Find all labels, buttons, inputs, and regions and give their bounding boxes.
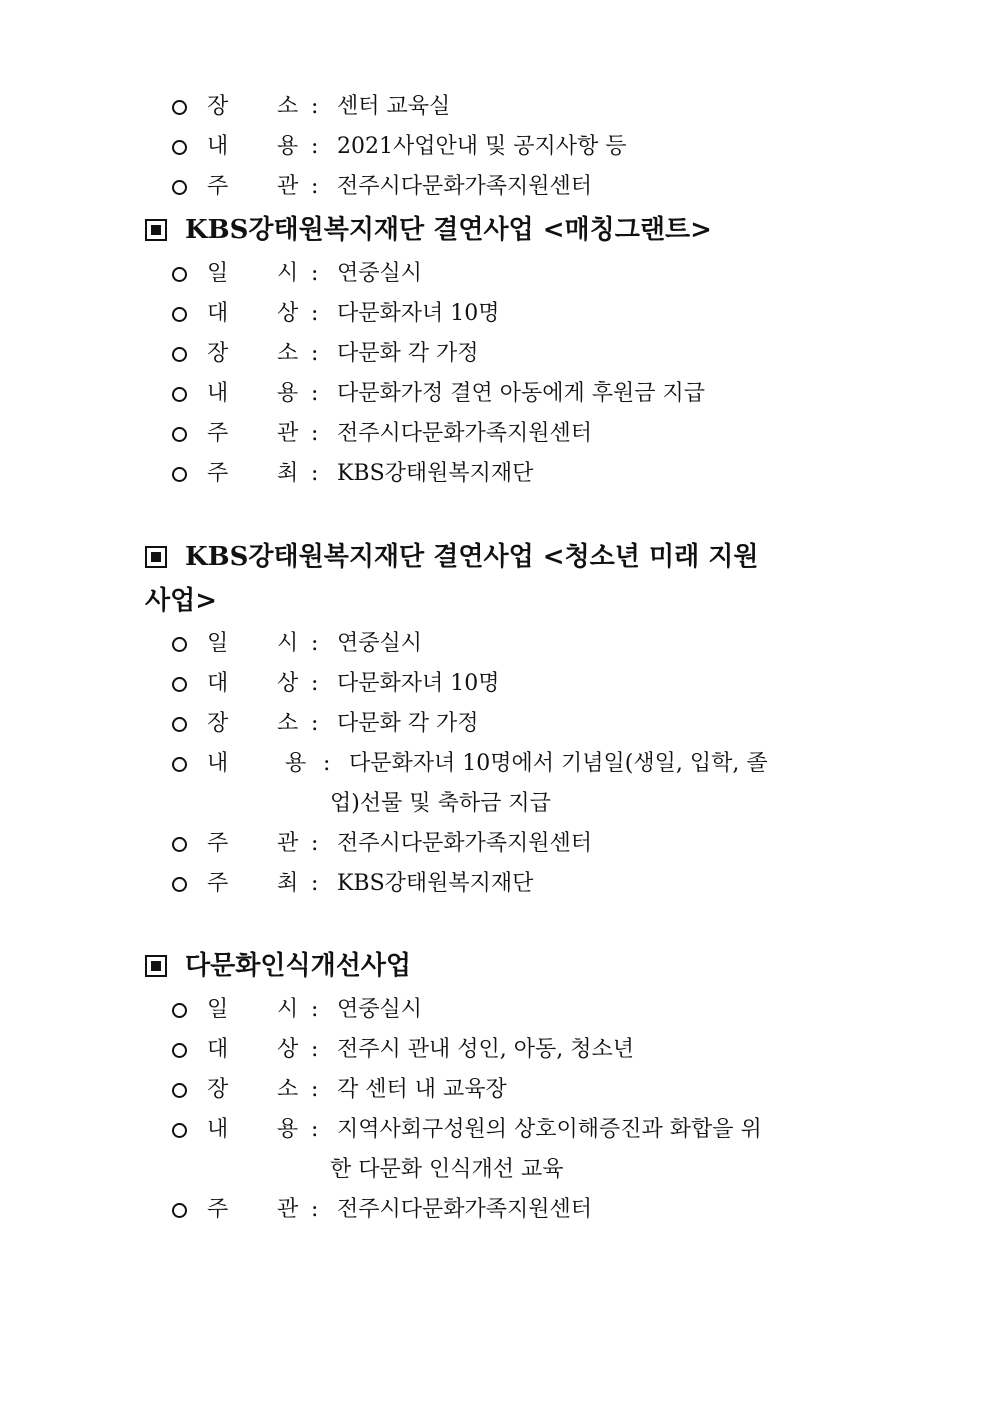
- circle-bullet-icon: [172, 877, 187, 892]
- circle-bullet-icon: [172, 1003, 187, 1018]
- list-item: [172, 1190, 862, 1230]
- item-colon: :: [311, 94, 319, 119]
- item-colon: :: [311, 1197, 319, 1222]
- section-heading: [145, 537, 855, 577]
- item-label-second: 관: [277, 174, 299, 199]
- list-item: [172, 87, 862, 127]
- item-label-second: 최: [277, 871, 299, 896]
- item-label-first: 주: [207, 461, 229, 486]
- section-title-word: 미래: [648, 542, 700, 572]
- item-label-first: 장: [207, 1077, 229, 1102]
- item-label-second: 상: [277, 301, 299, 326]
- circle-bullet-icon: [172, 1083, 187, 1098]
- circle-bullet-icon: [172, 427, 187, 442]
- section-heading: [145, 946, 855, 986]
- section-title-word: <청소년: [542, 542, 640, 572]
- item-label-second: 상: [277, 1037, 299, 1062]
- circle-bullet-icon: [172, 387, 187, 402]
- item-colon: :: [311, 871, 319, 896]
- section-title-line1: [185, 537, 845, 577]
- item-colon: :: [311, 134, 319, 159]
- item-content: 다문화자녀 10명: [337, 301, 500, 326]
- filled-square-bullet-icon: [145, 219, 167, 241]
- item-colon: :: [311, 174, 319, 199]
- list-item: [172, 864, 862, 904]
- section-heading: [145, 210, 855, 250]
- item-colon: :: [311, 261, 319, 286]
- circle-bullet-icon: [172, 1123, 187, 1138]
- list-item: [172, 127, 862, 167]
- item-content: 연중실시: [337, 261, 423, 286]
- item-colon: :: [311, 631, 319, 656]
- item-label-first: 주: [207, 831, 229, 856]
- item-colon: :: [311, 381, 319, 406]
- list-item: [172, 704, 862, 744]
- item-label-first: 대: [207, 671, 229, 696]
- filled-square-bullet-icon: [145, 546, 167, 568]
- item-content: 전주시 관내 성인, 아동, 청소년: [337, 1037, 634, 1062]
- item-label-second: 용: [285, 751, 307, 776]
- section-title-word: KBS강태원복지재단: [185, 542, 425, 572]
- item-content: KBS강태원복지재단: [337, 871, 534, 896]
- section-title-line2: 사업>: [145, 586, 218, 616]
- list-item: [172, 624, 862, 664]
- item-label-second: 소: [277, 711, 299, 736]
- item-content: 지역사회구성원의 상호이해증진과 화합을 위: [337, 1117, 762, 1142]
- item-label-second: 소: [277, 341, 299, 366]
- circle-bullet-icon: [172, 1203, 187, 1218]
- item-content: 전주시다문화가족지원센터: [337, 1197, 593, 1222]
- item-colon: :: [311, 421, 319, 446]
- list-item: [172, 334, 862, 374]
- item-content: 각 센터 내 교육장: [337, 1077, 507, 1102]
- item-label-first: 주: [207, 421, 229, 446]
- item-content: 센터 교육실: [337, 94, 451, 119]
- circle-bullet-icon: [172, 467, 187, 482]
- item-label-second: 관: [277, 1197, 299, 1222]
- list-item: [172, 664, 862, 704]
- circle-bullet-icon: [172, 1043, 187, 1058]
- list-item: [172, 1070, 862, 1110]
- item-label-first: 내: [207, 1117, 229, 1142]
- item-label-second: 용: [277, 134, 299, 159]
- circle-bullet-icon: [172, 180, 187, 195]
- item-content: 전주시다문화가족지원센터: [337, 831, 593, 856]
- item-content-continued: 한 다문화 인식개선 교육: [330, 1157, 564, 1182]
- circle-bullet-icon: [172, 677, 187, 692]
- item-colon: :: [311, 1037, 319, 1062]
- item-label-second: 관: [277, 831, 299, 856]
- item-content: 다문화자녀 10명에서 기념일(생일, 입학, 졸: [349, 751, 768, 776]
- item-content: 전주시다문화가족지원센터: [337, 421, 593, 446]
- item-content: 연중실시: [337, 997, 423, 1022]
- item-label-first: 장: [207, 341, 229, 366]
- item-label-first: 일: [207, 997, 229, 1022]
- item-content: 다문화 각 가정: [337, 711, 479, 736]
- list-item: [172, 414, 862, 454]
- circle-bullet-icon: [172, 347, 187, 362]
- item-content: 다문화 각 가정: [337, 341, 479, 366]
- filled-square-bullet-icon: [145, 955, 167, 977]
- list-item: [172, 374, 862, 414]
- item-label-first: 대: [207, 301, 229, 326]
- item-label-first: 장: [207, 94, 229, 119]
- item-label-second: 용: [277, 381, 299, 406]
- circle-bullet-icon: [172, 717, 187, 732]
- item-label-first: 주: [207, 1197, 229, 1222]
- item-label-second: 관: [277, 421, 299, 446]
- item-label-first: 일: [207, 631, 229, 656]
- list-item: [172, 254, 862, 294]
- circle-bullet-icon: [172, 100, 187, 115]
- item-colon: :: [311, 1077, 319, 1102]
- list-item: [172, 454, 862, 494]
- item-label-second: 상: [277, 671, 299, 696]
- item-label-second: 시: [277, 997, 299, 1022]
- item-content: 2021사업안내 및 공지사항 등: [337, 134, 627, 159]
- item-label-second: 시: [277, 261, 299, 286]
- item-colon: :: [311, 461, 319, 486]
- circle-bullet-icon: [172, 757, 187, 772]
- item-label-first: 일: [207, 261, 229, 286]
- item-content: 전주시다문화가족지원센터: [337, 174, 593, 199]
- item-colon: :: [311, 341, 319, 366]
- item-label-first: 주: [207, 174, 229, 199]
- item-content-continued: 업)선물 및 축하금 지급: [330, 791, 551, 816]
- item-content: KBS강태원복지재단: [337, 461, 534, 486]
- section-title: KBS강태원복지재단 결연사업 <매칭그랜트>: [185, 215, 712, 245]
- item-content: 연중실시: [337, 631, 423, 656]
- circle-bullet-icon: [172, 637, 187, 652]
- item-label-first: 내: [207, 134, 229, 159]
- item-colon: :: [311, 831, 319, 856]
- item-label-first: 장: [207, 711, 229, 736]
- list-item: [172, 167, 862, 207]
- list-item: [172, 824, 862, 864]
- list-item: [172, 294, 862, 334]
- item-colon: :: [311, 1117, 319, 1142]
- item-label-first: 내: [207, 381, 229, 406]
- item-label-first: 내: [207, 751, 229, 776]
- list-item: [172, 990, 862, 1030]
- item-colon: :: [311, 301, 319, 326]
- section-title: 다문화인식개선사업: [185, 951, 412, 981]
- item-label-second: 시: [277, 631, 299, 656]
- section-title-word: 결연사업: [433, 542, 534, 572]
- list-item: [172, 744, 862, 784]
- item-colon: :: [311, 671, 319, 696]
- item-label-first: 주: [207, 871, 229, 896]
- circle-bullet-icon: [172, 307, 187, 322]
- item-label-second: 소: [277, 94, 299, 119]
- item-label-first: 대: [207, 1037, 229, 1062]
- item-colon: :: [311, 997, 319, 1022]
- item-content: 다문화가정 결연 아동에게 후원금 지급: [337, 381, 706, 406]
- section-title-word: 지원: [708, 542, 759, 572]
- circle-bullet-icon: [172, 837, 187, 852]
- list-item: [172, 1110, 862, 1150]
- item-label-second: 최: [277, 461, 299, 486]
- item-colon: :: [311, 711, 319, 736]
- circle-bullet-icon: [172, 140, 187, 155]
- item-label-second: 용: [277, 1117, 299, 1142]
- item-content: 다문화자녀 10명: [337, 671, 500, 696]
- list-item: [172, 1030, 862, 1070]
- item-label-second: 소: [277, 1077, 299, 1102]
- item-colon: :: [323, 751, 331, 776]
- circle-bullet-icon: [172, 267, 187, 282]
